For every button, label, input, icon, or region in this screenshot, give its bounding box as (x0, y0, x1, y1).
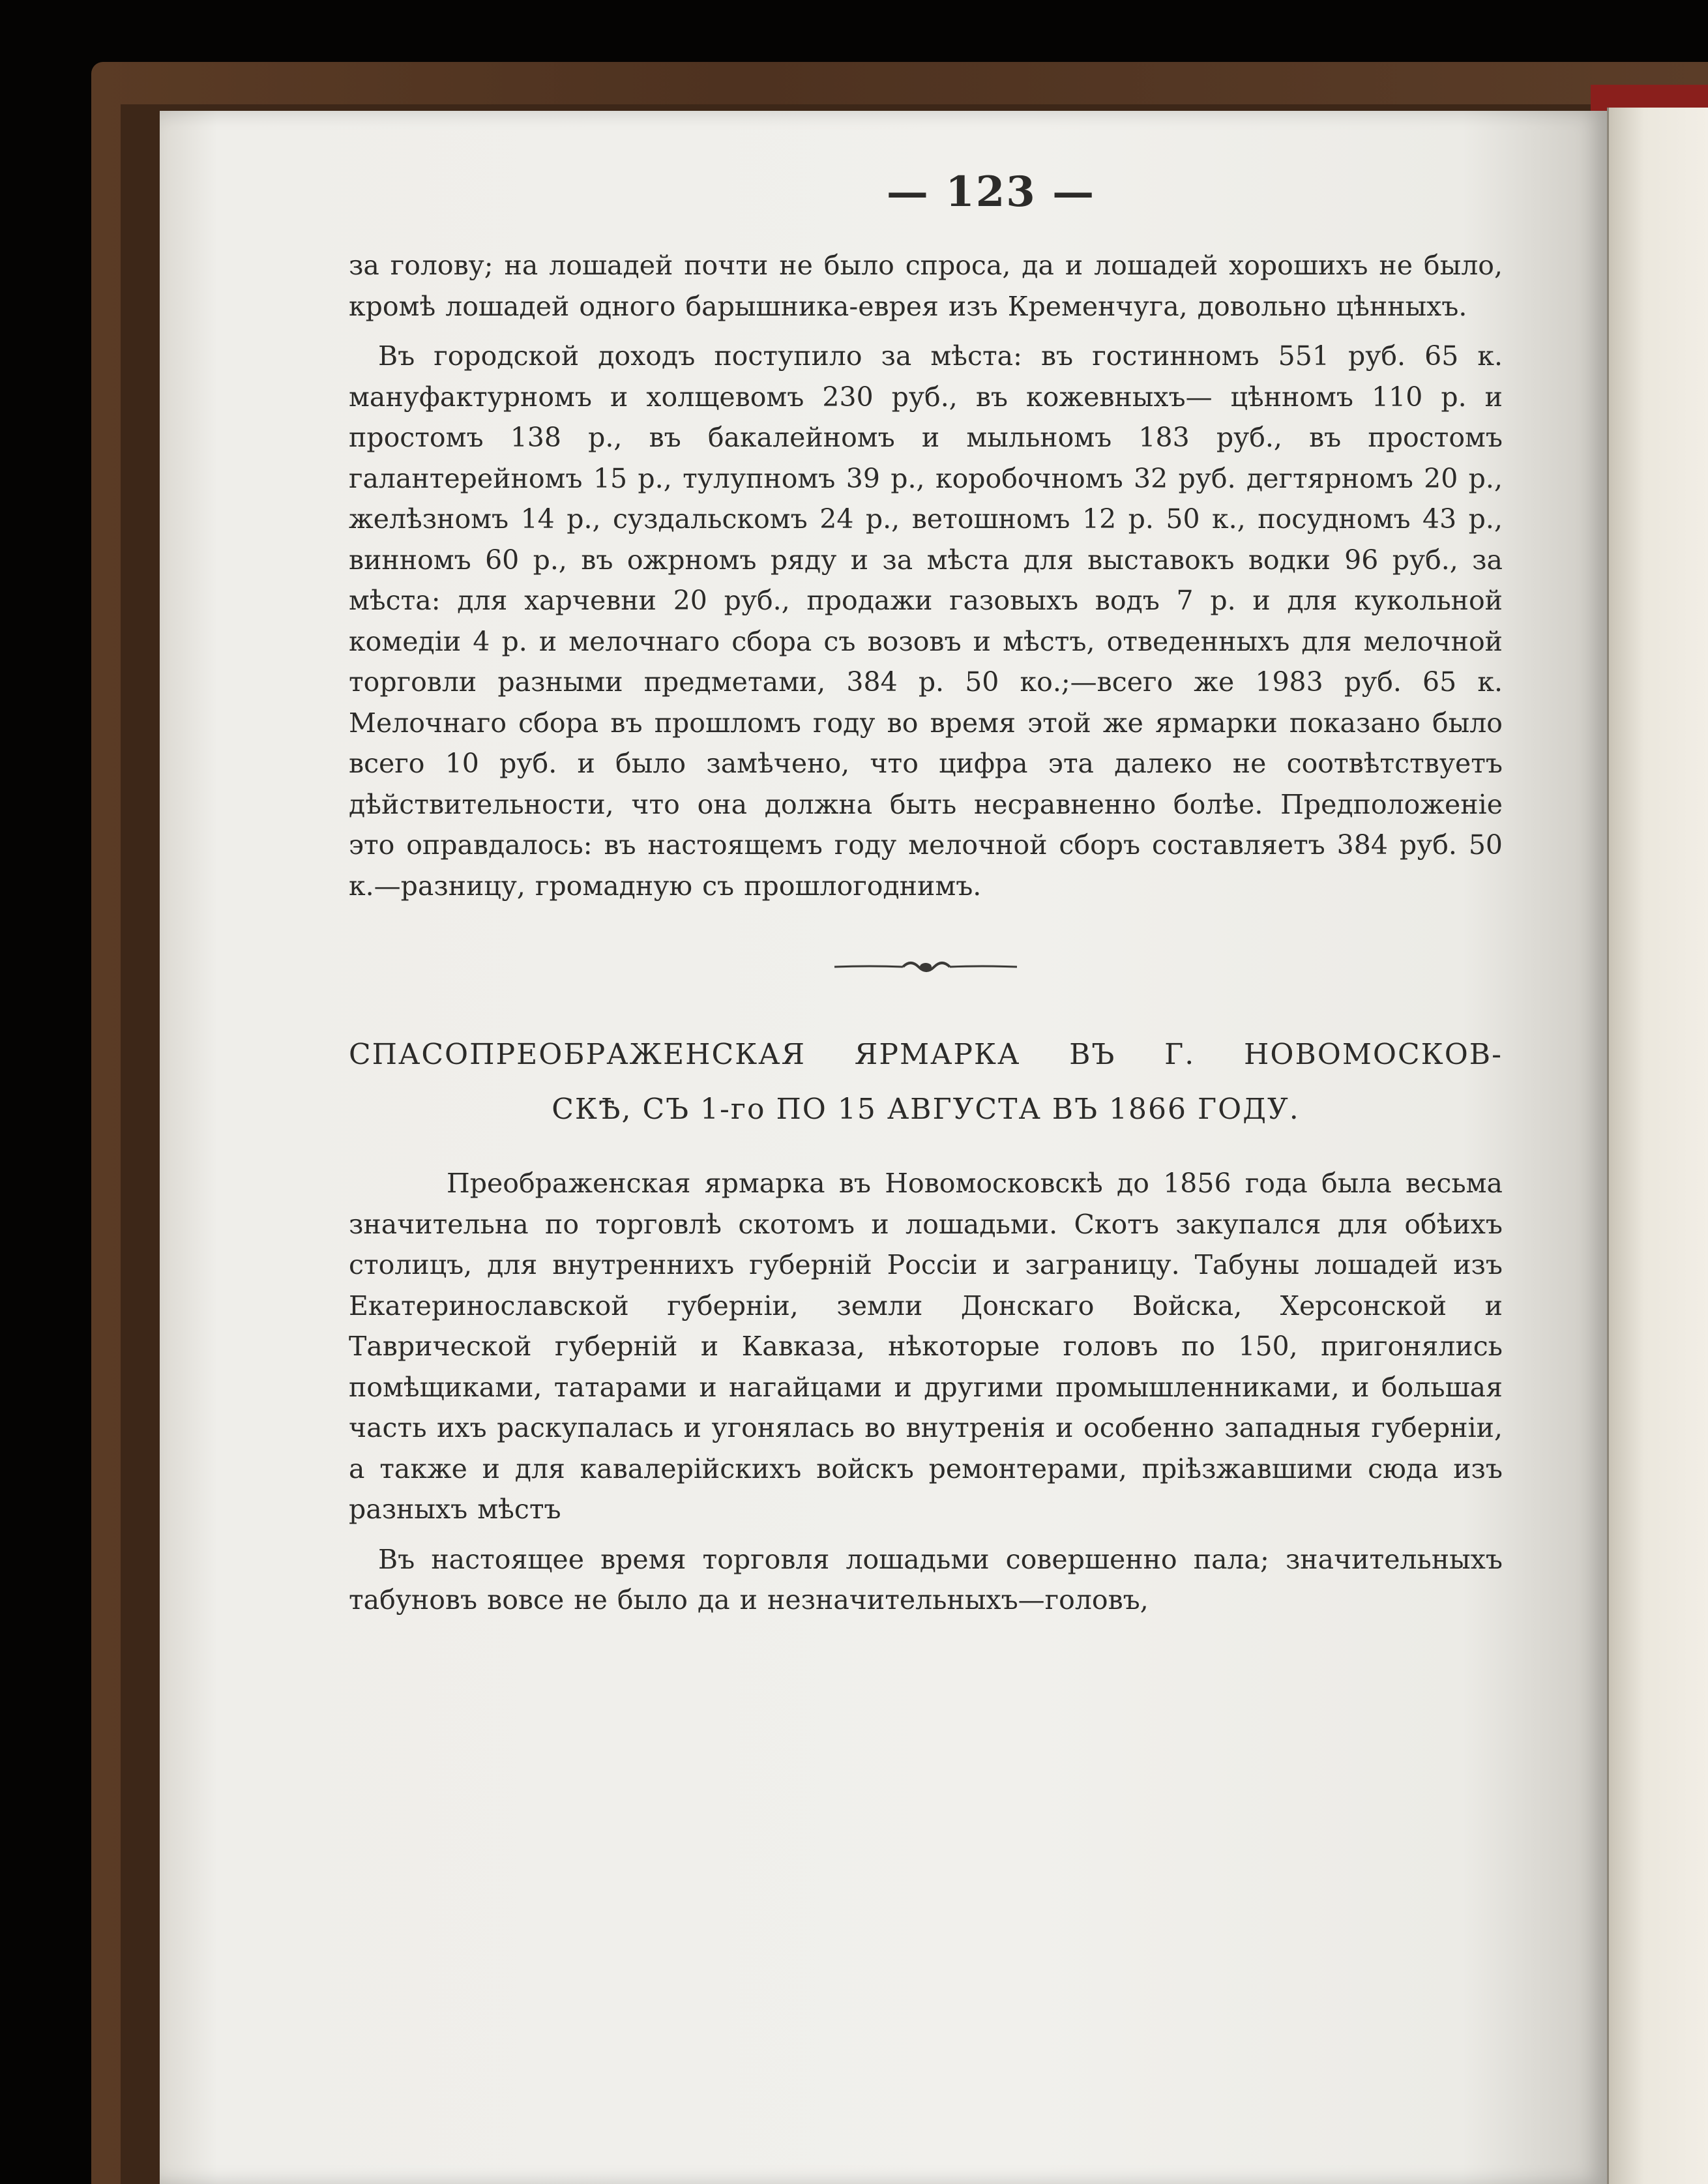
adjacent-page (1607, 108, 1708, 2184)
section-heading-line-1: СПАСОПРЕОБРАЖЕНСКАЯ ЯРМАРКА ВЪ Г. НОВОМОСКОВ- (349, 1038, 1503, 1071)
page-number: — 123 — (886, 168, 1096, 216)
paragraph-fair-history: Преображенская ярмарка въ Новомосковскѣ до 1856 года была весьма значительна по торговлѣ скотомъ и лошадьми. Скотъ закупался для обѣихъ столицъ, для внутреннихъ губерній Россіи и заграницу. Табуны лошадей изъ Екатеринославской губерніи, земли Донскаго Войска, Херсонской и Таврической губерній и Кавказа, нѣкоторые головъ по 150, пригонялись помѣщиками, татарами и нагайцами и другими промышленниками, и большая часть ихъ раскупалась и угонялась во внутренія и особенно западныя губерніи, а также и для кавалерійскихъ войскъ ремонтерами, пріѣзжавшими сюда изъ разныхъ мѣстъ (349, 1168, 1503, 1525)
book-page (160, 111, 1607, 2184)
section-heading (349, 1027, 1503, 1137)
section-body (349, 1163, 1503, 1621)
section-heading-line-2: СКѢ, СЪ 1-го ПО 15 АВГУСТА ВЪ 1866 ГОДУ. (552, 1093, 1300, 1126)
paragraph-horse-trade: Въ настоящее время торговля лошадьми совершенно пала; значительныхъ табуновъ вовсе не было да и незначительныхъ—головъ, (349, 1543, 1503, 1616)
ornament-divider-icon (831, 957, 1020, 977)
paragraph-continuation: за голову; на лошадей почти не было спроса, да и лошадей хорошихъ не было, кромѣ лошадей одного барышника-еврея изъ Кременчуга, довольно цѣнныхъ. (349, 250, 1503, 322)
page-text (349, 163, 1503, 1621)
bookmark-edge (1591, 85, 1708, 111)
paragraph-city-income: Въ городской доходъ поступило за мѣста: въ гостинномъ 551 руб. 65 к. мануфактурномъ и холщевомъ 230 руб., въ кожевныхъ— цѣнномъ 110 р. и простомъ 138 р., въ бакалейномъ и мыльномъ 183 руб., въ простомъ галантерейномъ 15 р., тулупномъ 39 р., коробочномъ 32 руб. дегтярномъ 20 р., желѣзномъ 14 р., суздальскомъ 24 р., ветошномъ 12 р. 50 к., посудномъ 43 р., винномъ 60 р., въ ожрномъ ряду и за мѣста для выставокъ водки 96 руб., за мѣста: для харчевни 20 руб., продажи газовыхъ водъ 7 р. и для кукольной комедіи 4 р. и мелочнаго сбора съ возовъ и мѣстъ, отведенныхъ для мелочной торговли разными предметами, 384 р. 50 ко.;—всего же 1983 руб. 65 к. Мелочнаго сбора въ прошломъ году во время этой же ярмарки показано было всего 10 руб. и было замѣчено, что цифра эта далеко не соотвѣтствуетъ дѣйствительности, что она должна быть несравненно болѣе. Предположеніе это оправдалось: въ настоящемъ году мелочной сборъ составляетъ 384 руб. 50 к.—разницу, громадную съ прошлогоднимъ. (349, 340, 1503, 902)
